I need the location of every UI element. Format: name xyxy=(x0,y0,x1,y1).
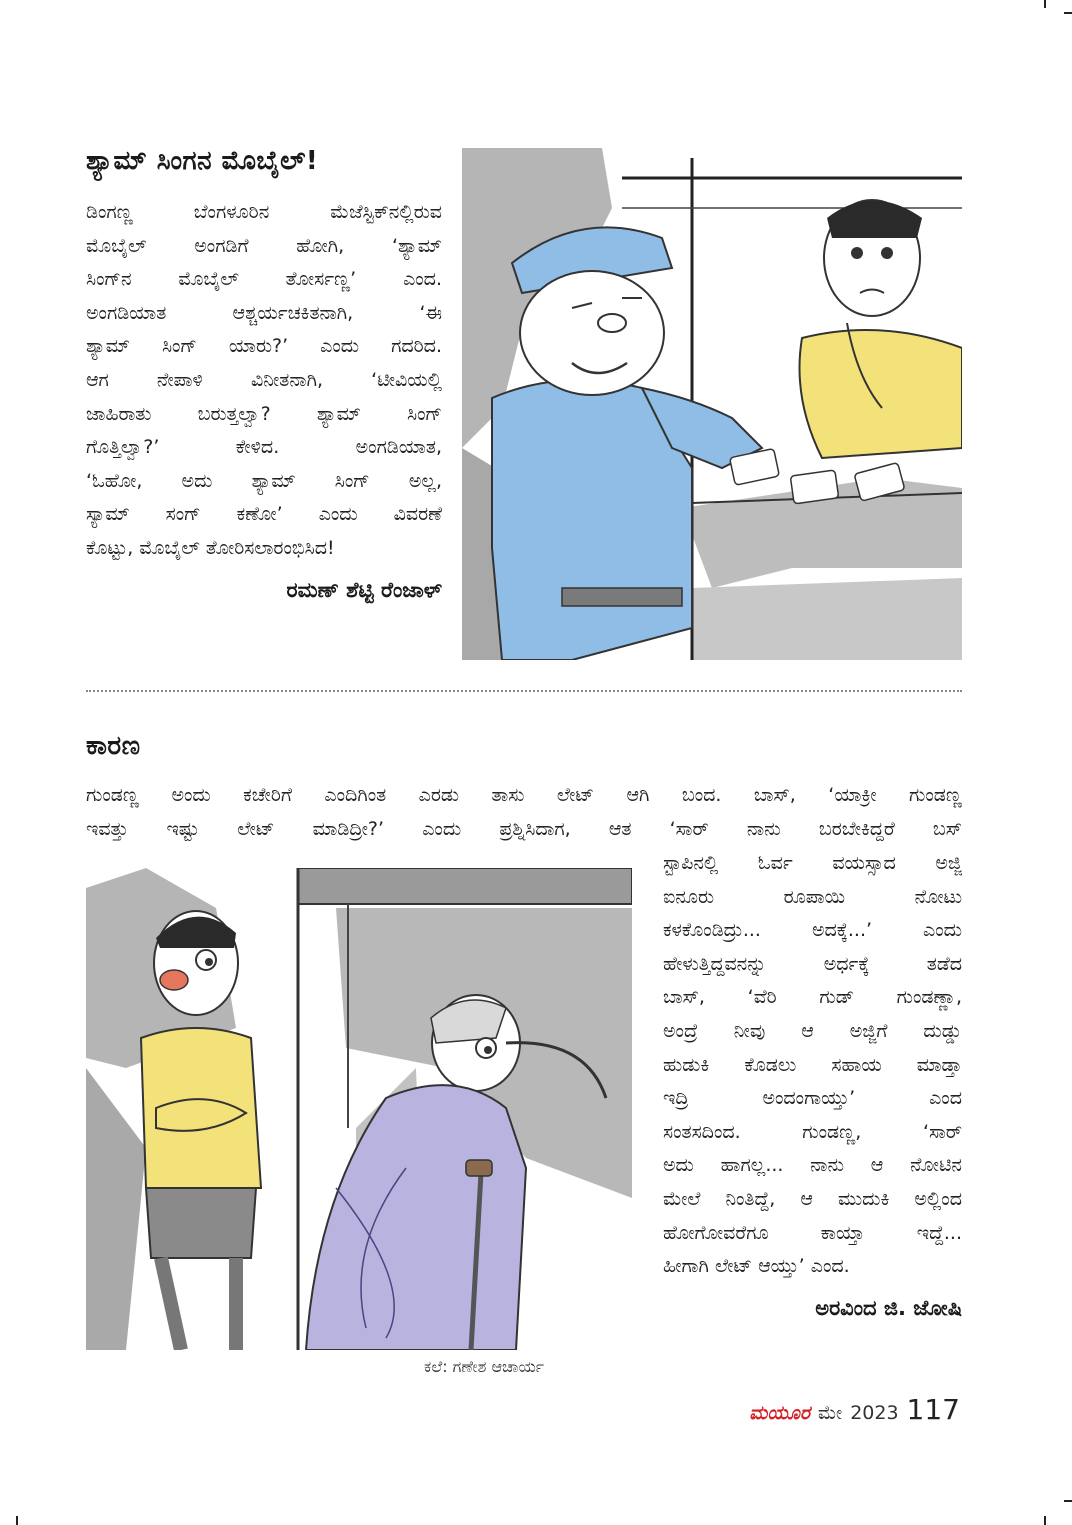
story2-line: ಅಂದ್ರೆ ನೀವು ಆ ಅಜ್ಜಿಗೆ ದುಡ್ಡು xyxy=(663,1019,962,1042)
illustration-shop-cartoon xyxy=(462,148,962,660)
story2-author: ಅರವಿಂದ ಜಿ. ಜೋಷಿ xyxy=(815,1296,962,1320)
crop-mark-right-top xyxy=(1064,12,1072,14)
crop-mark-bottom-left xyxy=(16,1516,18,1525)
story1-line: ಜಾಹಿರಾತು ಬರುತ್ತಲ್ವಾ? ಶ್ಯಾಮ್ ಸಿಂಗ್ xyxy=(86,402,442,425)
story1-line: ಅಂಗಡಿಯಾತ ಆಶ್ಚರ್ಯಚಕಿತನಾಗಿ, ‘ಈ xyxy=(86,301,442,324)
story1-line: ಸ್ಯಾಮ್ ಸಂಗ್ ಕಣೋ’ ಎಂದು ವಿವರಣೆ xyxy=(86,503,442,526)
story2-title: ಕಾರಣ xyxy=(86,731,141,761)
story2-line: ಗುಂಡಣ್ಣ ಅಂದು ಕಚೇರಿಗೆ ಎಂದಿಗಿಂತ ಎರಡು ತಾಸು ಲೇಟ್ ಆಗಿ ಬಂದ. ಬಾಸ್, ‘ಯಾಕ್ರೀ ಗುಂಡಣ್ಣ xyxy=(86,784,962,806)
issue-month: ಮೇ xyxy=(817,1402,843,1424)
story2-line: ಹೀಗಾಗಿ ಲೇಟ್ ಆಯ್ತು’ ಎಂದ. xyxy=(663,1255,850,1278)
story1-title: ಶ್ಯಾಮ್ ಸಿಂಗನ ಮೊಬೈಲ್! xyxy=(86,146,319,176)
crop-mark-bottom-right xyxy=(1044,1516,1046,1525)
story2-intro xyxy=(86,779,962,846)
art-credit: ಕಲೆ: ಗಣೇಶ ಆಚಾರ್ಯ xyxy=(424,1357,545,1376)
shop-cartoon-art xyxy=(462,148,962,660)
story1-body xyxy=(86,196,442,566)
story2-line: ಹೋಗೋವರೆಗೂ ಕಾಯ್ತಾ ಇದ್ದೆ... xyxy=(663,1221,962,1244)
story2-column xyxy=(663,847,962,1284)
story2-line: ಹುಡುಕಿ ಕೊಡಲು ಸಹಾಯ ಮಾಡ್ತಾ xyxy=(663,1053,962,1076)
story2-line: ಇದ್ರಿ ಅಂದಂಗಾಯ್ತು’ ಎಂದ xyxy=(663,1087,962,1110)
page-footer xyxy=(749,1393,960,1426)
story2-line: ಸ್ಟಾಪಿನಲ್ಲಿ ಓರ್ವ ವಯಸ್ಸಾದ ಅಜ್ಜಿ xyxy=(663,852,962,874)
story1-line: ಆಗ ನೇಪಾಳಿ ವಿನೀತನಾಗಿ, ‘ಟೀವಿಯಲ್ಲಿ xyxy=(86,368,442,391)
crop-mark-top-right xyxy=(1044,0,1046,8)
magazine-logo: ಮಯೂರ xyxy=(749,1402,810,1424)
illustration-busstop-cartoon xyxy=(86,868,632,1350)
story1-line: ಸಿಂಗ್‌ನ ಮೊಬೈಲ್ ತೋರ್ಸಣ್ಣ’ ಎಂದ. xyxy=(86,268,442,291)
page-number: 117 xyxy=(906,1393,960,1426)
story2-line: ಬಾಸ್, ‘ವೆರಿ ಗುಡ್ ಗುಂಡಣ್ಣಾ, xyxy=(663,986,962,1009)
story2-line: ಐನೂರು ರೂಪಾಯಿ ನೋಟು xyxy=(663,885,962,908)
story2-line: ಹೇಳುತ್ತಿದ್ದವನನ್ನು ಅರ್ಧಕ್ಕೆ ತಡೆದ xyxy=(663,952,962,975)
story2-line: ಸಂತಸದಿಂದ. ಗುಂಡಣ್ಣ, ‘ಸಾರ್ xyxy=(663,1120,962,1143)
story1-author: ರಮಣ್ ಶೆಟ್ಟಿ ರೆಂಜಾಳ್ xyxy=(286,578,442,602)
story1-line: ಡಿಂಗಣ್ಣ ಬೆಂಗಳೂರಿನ ಮೆಜೆಸ್ಟಿಕ್‌ನಲ್ಲಿರುವ xyxy=(86,201,442,223)
busstop-cartoon-art xyxy=(86,868,632,1350)
story1-line: ಮೊಬೈಲ್ ಅಂಗಡಿಗೆ ಹೋಗಿ, ‘ಶ್ಯಾಮ್ xyxy=(86,234,442,257)
story1-line: ಗೊತ್ತಿಲ್ವಾ?’ ಕೇಳಿದ. ಅಂಗಡಿಯಾತ, xyxy=(86,436,442,459)
story1-line: ‘ಓಹೋ, ಅದು ಶ್ಯಾಮ್ ಸಿಂಗ್ ಅಲ್ಲ, xyxy=(86,469,442,492)
story2-line: ಇವತ್ತು ಇಷ್ಟು ಲೇಟ್ ಮಾಡಿದ್ರೀ?’ ಎಂದು ಪ್ರಶ್ನಿಸಿದಾಗ, ಆತ ‘ಸಾರ್ ನಾನು ಬರಬೇಕಿದ್ದರೆ ಬಸ್ xyxy=(86,817,962,840)
story1-line: ಕೊಟ್ಟು, ಮೊಬೈಲ್ ತೋರಿಸಲಾರಂಭಿಸಿದ! xyxy=(86,536,335,559)
story1-line: ಶ್ಯಾಮ್ ಸಿಂಗ್ ಯಾರು?’ ಎಂದು ಗದರಿದ. xyxy=(86,335,442,358)
story2-line: ಅದು ಹಾಗಲ್ಲ... ನಾನು ಆ ನೋಟಿನ xyxy=(663,1154,962,1177)
crop-mark-right-bottom xyxy=(1064,1500,1072,1502)
story-divider xyxy=(86,690,962,692)
issue-year: 2023 xyxy=(850,1402,899,1424)
story2-line: ಕಳಕೊಂಡಿದ್ರು... ಅದಕ್ಕೆ...’ ಎಂದು xyxy=(663,919,962,942)
story2-line: ಮೇಲೆ ನಿಂತಿದ್ದೆ, ಆ ಮುದುಕಿ ಅಲ್ಲಿಂದ xyxy=(663,1187,962,1210)
